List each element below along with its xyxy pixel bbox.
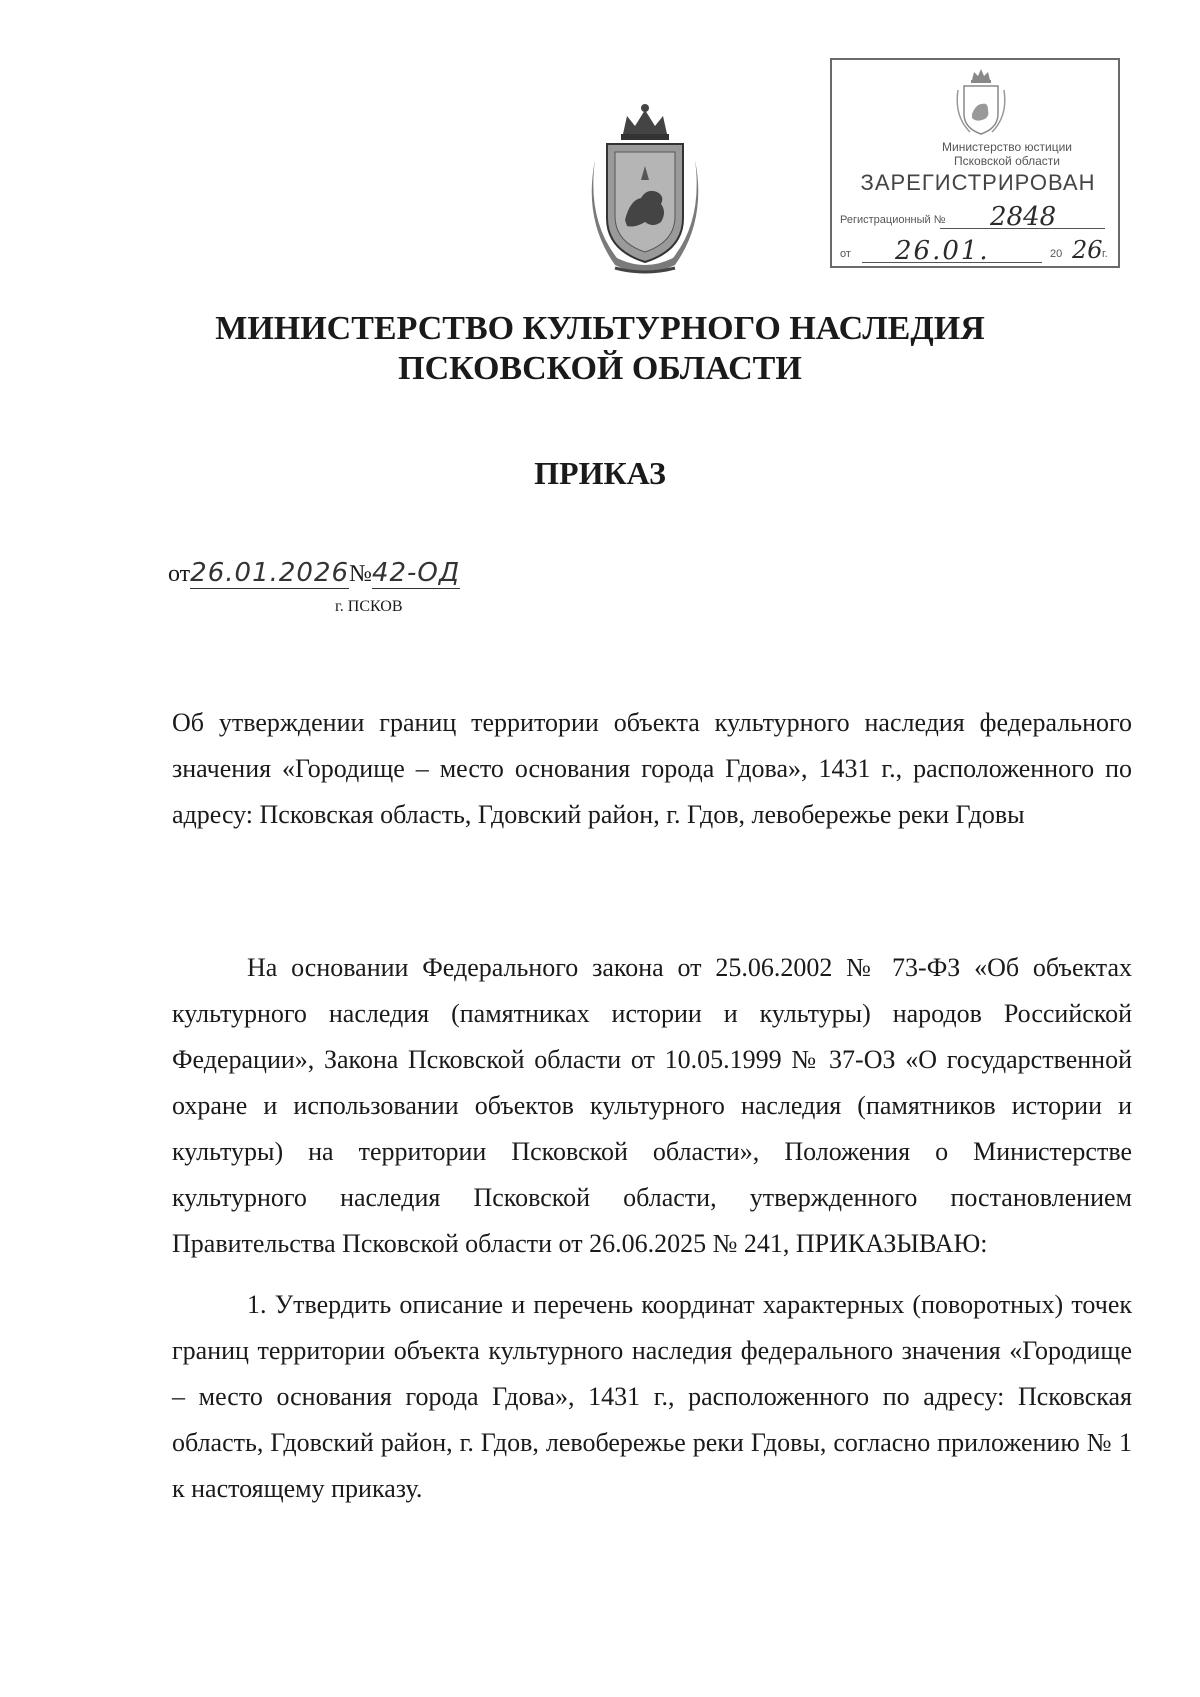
stamp-reg-label: Регистрационный №: [840, 214, 946, 226]
order-date-number-line: [168, 558, 460, 588]
stamp-from-label: от: [840, 248, 851, 260]
stamp-year-suffix: г.: [1102, 248, 1108, 260]
order-number: 42-ОД: [371, 558, 461, 588]
order-subject: Об утверждении границ территории объекта культурного наследия федерального значения «Городище – место основания города Гдова», 1431 г., расположенного по адресу: Псковская область, Гдовский район, г. Гдов, левобережье реки Гдовы: [172, 708, 1132, 829]
coat-of-arms-emblem: [575, 100, 715, 280]
stamp-date: 26.01.: [895, 236, 990, 266]
organization-name-line2: ПСКОВСКОЙ ОБЛАСТИ: [398, 350, 802, 387]
order-date: 26.01.2026: [190, 558, 350, 588]
order-preamble: На основании Федерального закона от 25.06.2002 № 73-ФЗ «Об объектах культурного наследия (памятниках истории и культуры) народов Российской Федерации», Закона Псковской области от 10.05.1999 № 37-ОЗ «О государственной охране и использовании объектов культурного наследия (памятников истории и культуры) на территории Псковской области», Положения о Министерстве культурного наследия Псковской области, утвержденного постановлением Правительства Псковской области от 26.06.2025 № 241, ПРИКАЗЫВАЮ:: [172, 953, 1132, 1258]
stamp-year-prefix: 20: [1050, 248, 1063, 260]
order-item-1: 1. Утвердить описание и перечень координат характерных (поворотных) точек границ территории объекта культурного наследия федерального значения «Городище – место основания города Гдова», 1431 г., расположенного по адресу: Псковская область, Гдовский район, г. Гдов, левобережье реки Гдовы, согласно приложению № 1 к настоящему приказу.: [172, 1290, 1132, 1503]
order-from-label: от: [168, 561, 191, 587]
stamp-ministry-line1: Министерство юстиции: [942, 140, 1072, 154]
stamp-ministry-name: [902, 140, 1112, 168]
stamp-date-row: [840, 238, 1110, 264]
stamp-year: 26: [1072, 236, 1103, 264]
registration-stamp: [830, 58, 1120, 268]
document-type-title: ПРИКАЗ: [534, 455, 666, 491]
stamp-status: ЗАРЕГИСТРИРОВАН: [860, 170, 1096, 195]
order-number-label: №: [349, 561, 372, 587]
city-label: г. ПСКОВ: [335, 598, 403, 615]
stamp-registration-row: [840, 202, 1110, 232]
stamp-emblem: [952, 66, 1010, 138]
organization-name-line1: МИНИСТЕРСТВО КУЛЬТУРНОГО НАСЛЕДИЯ: [215, 310, 985, 347]
stamp-ministry-line2: Псковской области: [954, 154, 1060, 168]
stamp-reg-number: 2848: [990, 202, 1057, 232]
